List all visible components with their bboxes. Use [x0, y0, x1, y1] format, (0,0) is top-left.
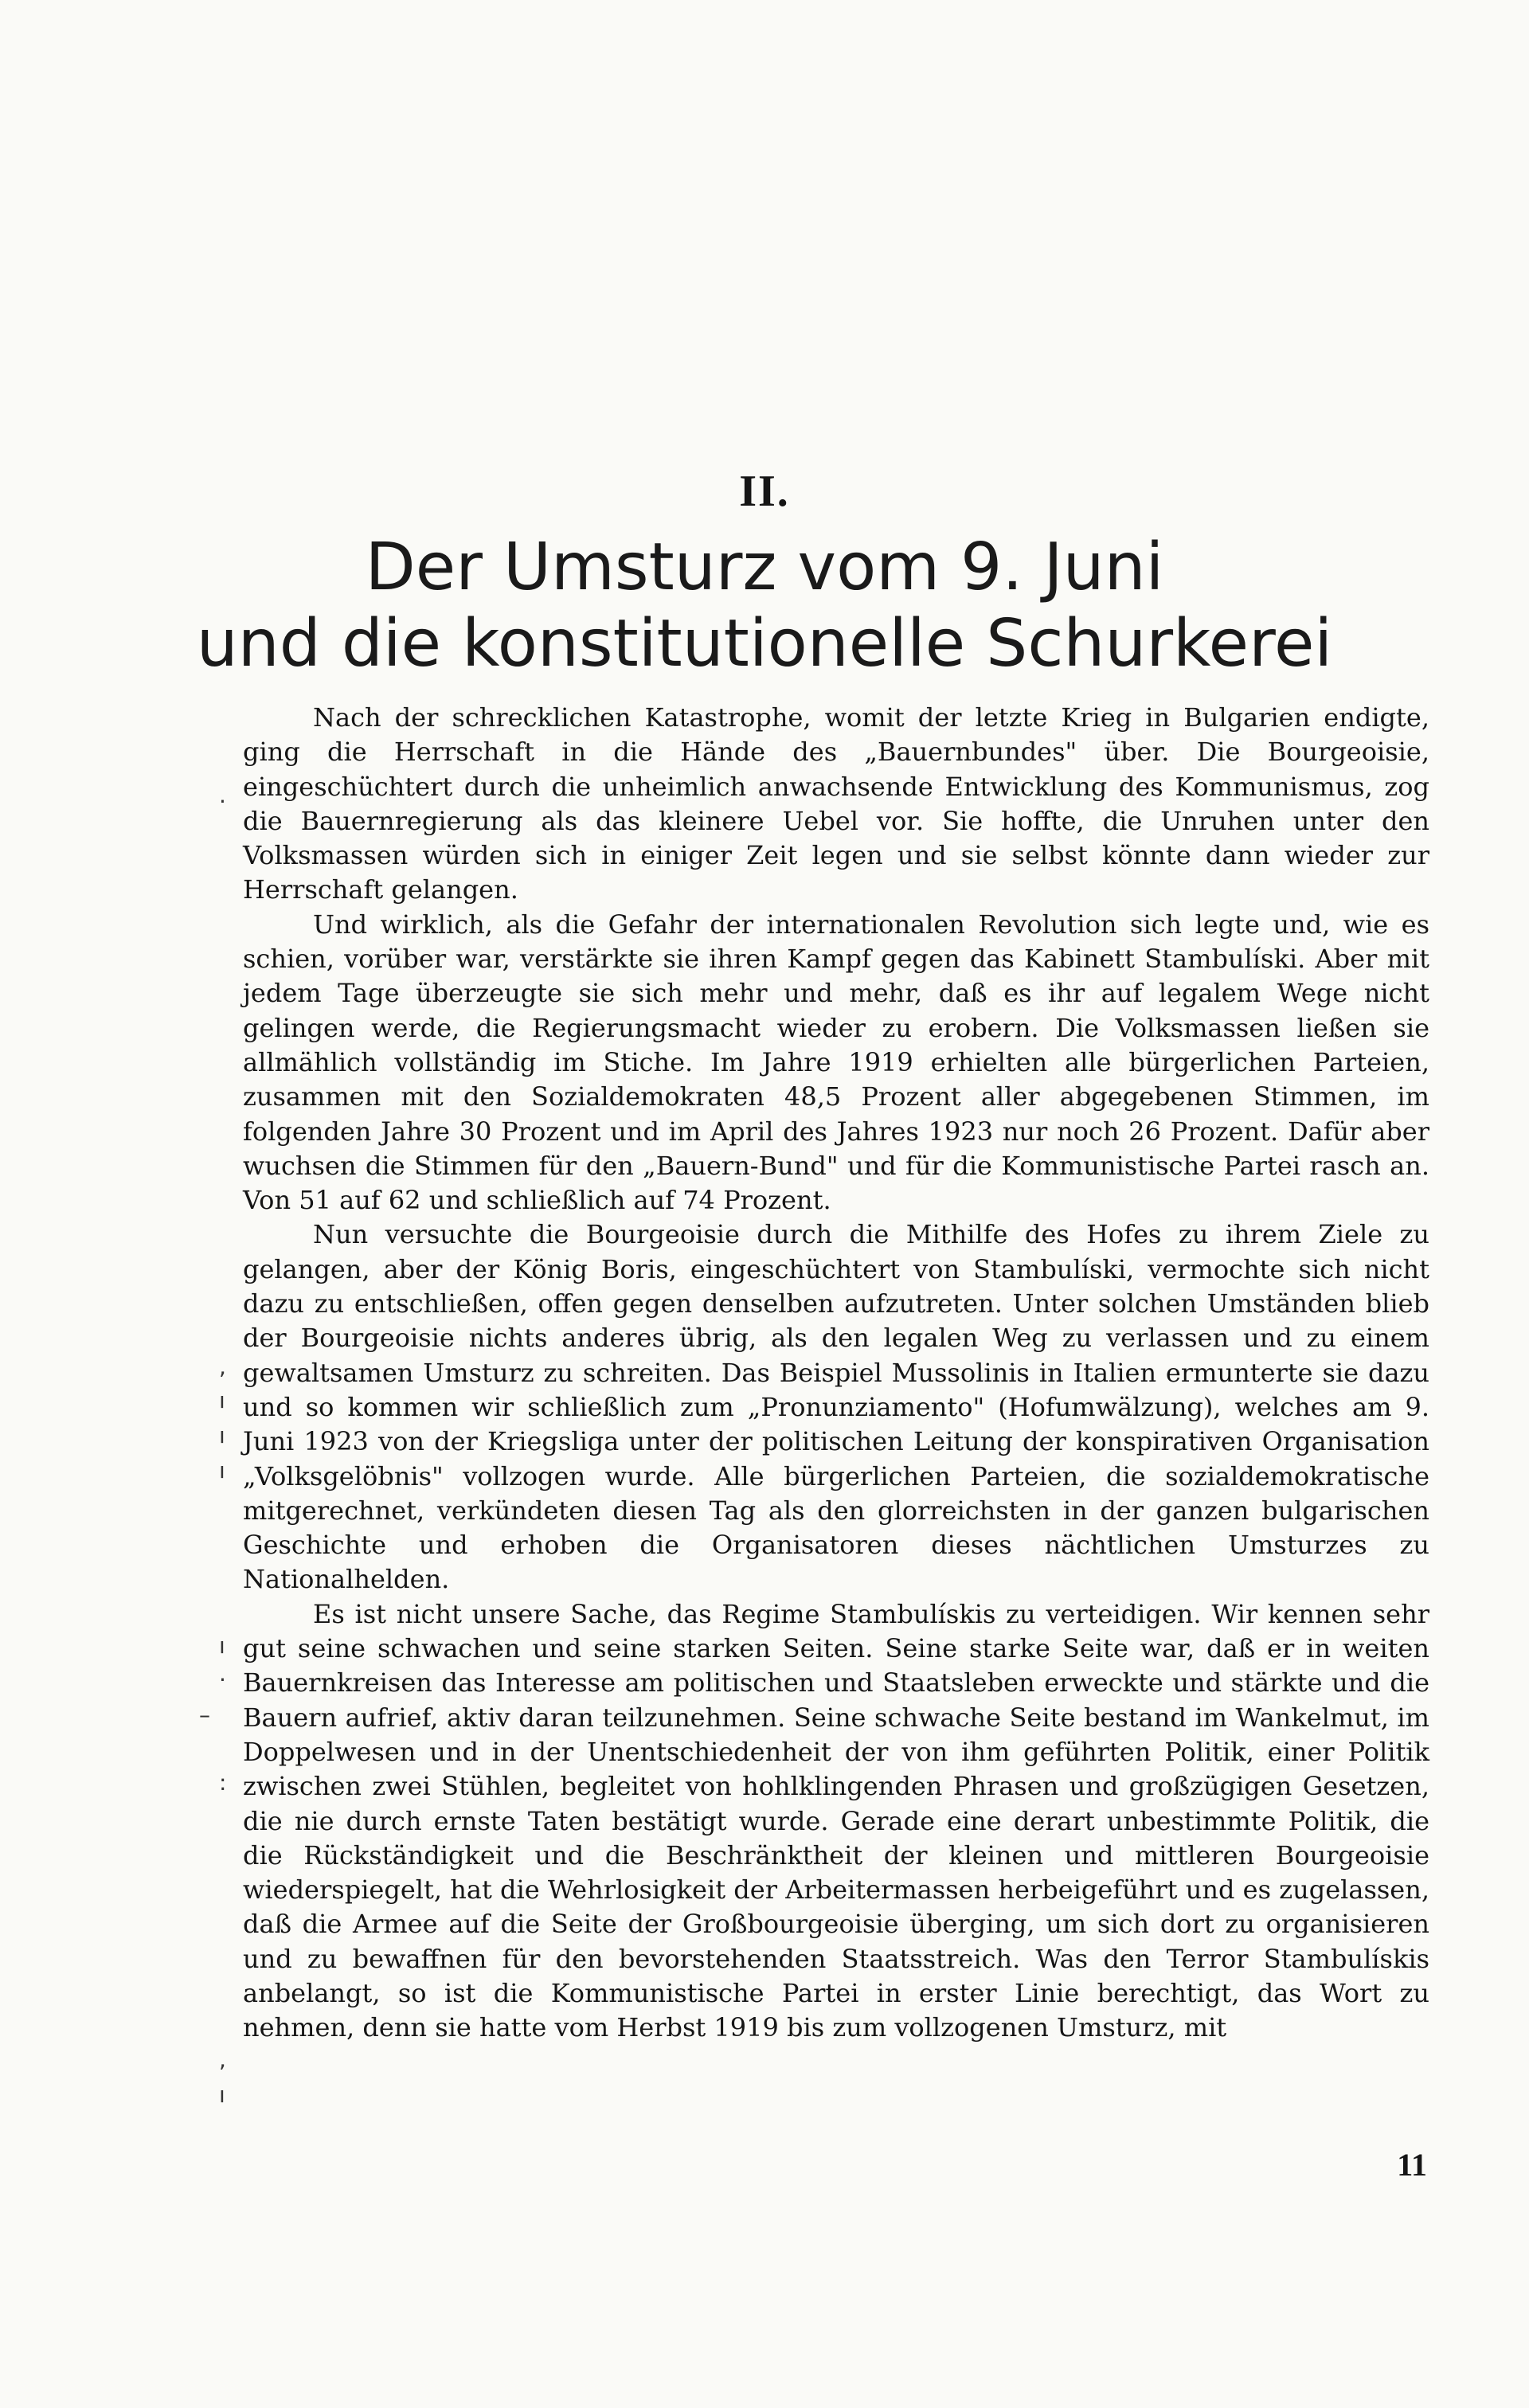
paragraph-2: Und wirklich, als die Gefahr der internationalen Revolution sich legte und, wie es schien, vorüber war, verstärkte sie ihren Kampf gegen das Kabinett Stambulíski. Aber mit jedem Tage überzeugte sie sich mehr und mehr, daß es ihr auf legalem Wege nicht gelingen werde, die Regierungsmacht wieder zu erobern. Die Volksmassen ließen sie allmählich vollständig im Stiche. Im Jahre 1919 erhielten alle bürgerlichen Parteien, zusammen mit den Sozialdemokraten 48,5 Prozent aller abgegebenen Stimmen, im folgenden Jahre 30 Prozent und im April des Jahres 1923 nur noch 26 Prozent. Dafür aber wuchsen die Stimmen für den „Bauern-Bund" und für die Kommunistische Partei rasch an. Von 51 auf 62 und schließlich auf 74 Prozent.: [243, 909, 1429, 1216]
chapter-title-line-2: und die konstitutionelle Schurkerei: [196, 606, 1333, 682]
chapter-title: [0, 530, 1529, 682]
margin-mark: ı: [219, 1632, 225, 1659]
margin-mark: ,: [219, 2046, 226, 2073]
page-number: 11: [1397, 2147, 1427, 2183]
margin-mark: ı: [219, 1422, 225, 1448]
paragraph-3: Nun versuchte die Bourgeoisie durch die Mithilfe des Hofes zu ihrem Ziele zu gelangen, aber der König Boris, eingeschüchtert von Stambulíski, vermochte sich nicht dazu zu entschließen, offen gegen denselben aufzutreten. Unter solchen Umständen blieb der Bourgeoisie nichts anderes übrig, als den legalen Weg zu verlassen und zu einem gewaltsamen Umsturz zu schreiten. Das Beispiel Mussolinis in Italien ermunterte sie dazu und so kommen wir schließlich zum „Pronunziamento" (Hofumwälzung), welches am 9. Juni 1923 von der Kriegsliga unter der politischen Leitung der konspirativen Organisation „Volksgelöbnis" vollzogen wurde. Alle bürgerlichen Parteien, die sozialdemokratische mitgerechnet, verkündeten diesen Tag als den glorreichsten in der ganzen bulgarischen Geschichte und erhoben die Organisatoren dieses nächtlichen Umsturzes zu Nationalhelden.: [243, 1219, 1429, 1595]
paragraph-4: Es ist nicht unsere Sache, das Regime Stambulískis zu verteidigen. Wir kennen sehr gut seine schwachen und seine starken Seiten. Seine starke Seite war, daß er in weiten Bauernkreisen das Interesse am politischen und Staatsleben erweckte und stärkte und die Bauern aufrief, aktiv daran teilzunehmen. Seine schwache Seite bestand im Wankelmut, im Doppelwesen und in der Unentschiedenheit der von ihm geführten Politik, einer Politik zwischen zwei Stühlen, begleitet von hohlklingenden Phrasen und großzügigen Gesetzen, die nie durch ernste Taten bestätigt wurde. Gerade eine derart unbestimmte Politik, die die Rückständigkeit und die Beschränktheit der kleinen und mittleren Bourgeoisie wiederspiegelt, hat die Wehrlosigkeit der Arbeitermassen herbeigeführt und es zugelassen, daß die Armee auf die Seite der Großbourgeoisie überging, um sich dort zu organisieren und zu bewaffnen für den bevorstehenden Staatsstreich. Was den Terror Stambulískis anbelangt, so ist die Kommunistische Partei in erster Linie berechtigt, das Wort zu nehmen, denn sie hatte vom Herbst 1919 bis zum vollzogenen Umsturz, mit: [243, 1598, 1429, 2043]
margin-mark: ,: [219, 1354, 226, 1380]
chapter-title-line-1: Der Umsturz vom 9. Juni: [365, 530, 1164, 605]
margin-mark: ·: [219, 1667, 226, 1693]
chapter-number: II.: [739, 467, 790, 516]
body-text: [243, 701, 1429, 2046]
margin-mark: ·: [219, 788, 226, 815]
paragraph-1: Nach der schrecklichen Katastrophe, womit der letzte Krieg in Bulgarien endigte, ging die Herrschaft in die Hände des „Bauernbundes" über. Die Bourgeoisie, eingeschüchtert durch die unheimlich anwachsende Entwicklung des Kommunismus, zog die Bauernregierung als das kleinere Uebel vor. Sie hoffte, die Unruhen unter den Volksmassen würden sich in einiger Zeit legen und sie selbst könnte dann wieder zur Herrschaft gelangen.: [243, 702, 1429, 905]
margin-mark: ı: [219, 2082, 225, 2108]
margin-mark: ı: [219, 1457, 225, 1484]
margin-mark: ı: [219, 1387, 225, 1413]
margin-dash: –: [199, 1702, 210, 1728]
margin-mark: :: [219, 1769, 227, 1796]
